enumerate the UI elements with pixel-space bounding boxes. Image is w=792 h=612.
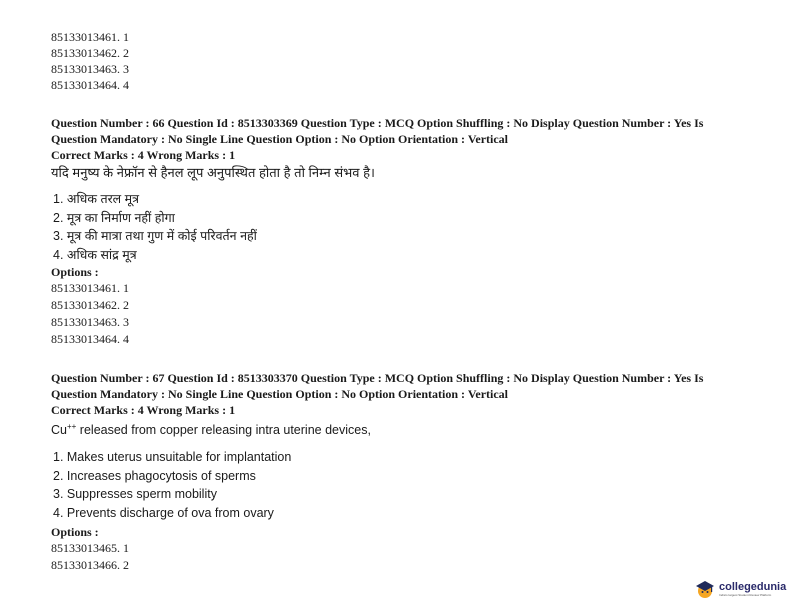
logo-name: collegedunia xyxy=(719,580,787,593)
choice-list xyxy=(53,448,751,522)
question-66 xyxy=(51,115,751,348)
question-marks: Correct Marks : 4 Wrong Marks : 1 xyxy=(51,148,236,162)
choice-item: 2. मूत्र का निर्माण नहीं होगा xyxy=(53,210,175,225)
option-line: 85133013462. 2 xyxy=(51,298,129,312)
question-header: Question Mandatory : No Single Line Question Option : No Option Orientation : Vertical xyxy=(51,132,509,146)
choice-item: 4. Prevents discharge of ova from ovary xyxy=(53,505,274,520)
choice-item: 2. Increases phagocytosis of sperms xyxy=(53,468,256,483)
option-line: 85133013462. 2 xyxy=(51,46,129,60)
question-superscript: ++ xyxy=(66,422,77,431)
question-prefix: Cu xyxy=(51,423,67,438)
option-line: 85133013464. 4 xyxy=(51,78,129,92)
option-ids xyxy=(51,540,751,574)
collegedunia-logo xyxy=(694,578,786,600)
question-header: Question Number : 66 Question Id : 8513303369 Question Type : MCQ Option Shuffling : No Display Question Number : Yes Is xyxy=(51,116,704,130)
options-label: Options : xyxy=(51,525,99,540)
option-line: 85133013461. 1 xyxy=(51,30,129,44)
question-text: यदि मनुष्य के नेफ्रॉन से हैनल लूप अनुपस्थित होता है तो निम्न संभव है। xyxy=(51,165,375,180)
choice-list xyxy=(53,190,751,264)
graduate-cap-icon xyxy=(694,578,716,600)
question-header: Question Mandatory : No Single Line Question Option : No Option Orientation : Vertical xyxy=(51,387,509,401)
exam-page xyxy=(51,0,751,574)
choice-item: 1. अधिक तरल मूत्र xyxy=(53,192,140,206)
option-line: 85133013463. 3 xyxy=(51,62,129,76)
option-line: 85133013461. 1 xyxy=(51,281,129,295)
option-line: 85133013466. 2 xyxy=(51,558,129,573)
question-marks: Correct Marks : 4 Wrong Marks : 1 xyxy=(51,403,236,417)
previous-options xyxy=(51,0,751,93)
question-text xyxy=(51,418,751,439)
option-line: 85133013465. 1 xyxy=(51,541,129,556)
option-ids xyxy=(51,280,751,348)
logo-tagline: India's largest Student Review Platform xyxy=(719,592,772,597)
choice-item: 3. मूत्र की मात्रा तथा गुण में कोई परिवर्तन नहीं xyxy=(53,229,257,243)
choice-item: 3. Suppresses sperm mobility xyxy=(53,487,217,502)
question-67 xyxy=(51,370,751,574)
choice-item: 1. Makes uterus unsuitable for implantation xyxy=(53,450,292,465)
question-rest: released from copper releasing intra uterine devices, xyxy=(76,423,371,438)
options-label: Options : xyxy=(51,265,99,279)
question-header: Question Number : 67 Question Id : 8513303370 Question Type : MCQ Option Shuffling : No Display Question Number : Yes Is xyxy=(51,371,704,385)
option-line: 85133013464. 4 xyxy=(51,332,129,346)
choice-item: 4. अधिक सांद्र मूत्र xyxy=(53,247,137,262)
option-line: 85133013463. 3 xyxy=(51,315,129,329)
